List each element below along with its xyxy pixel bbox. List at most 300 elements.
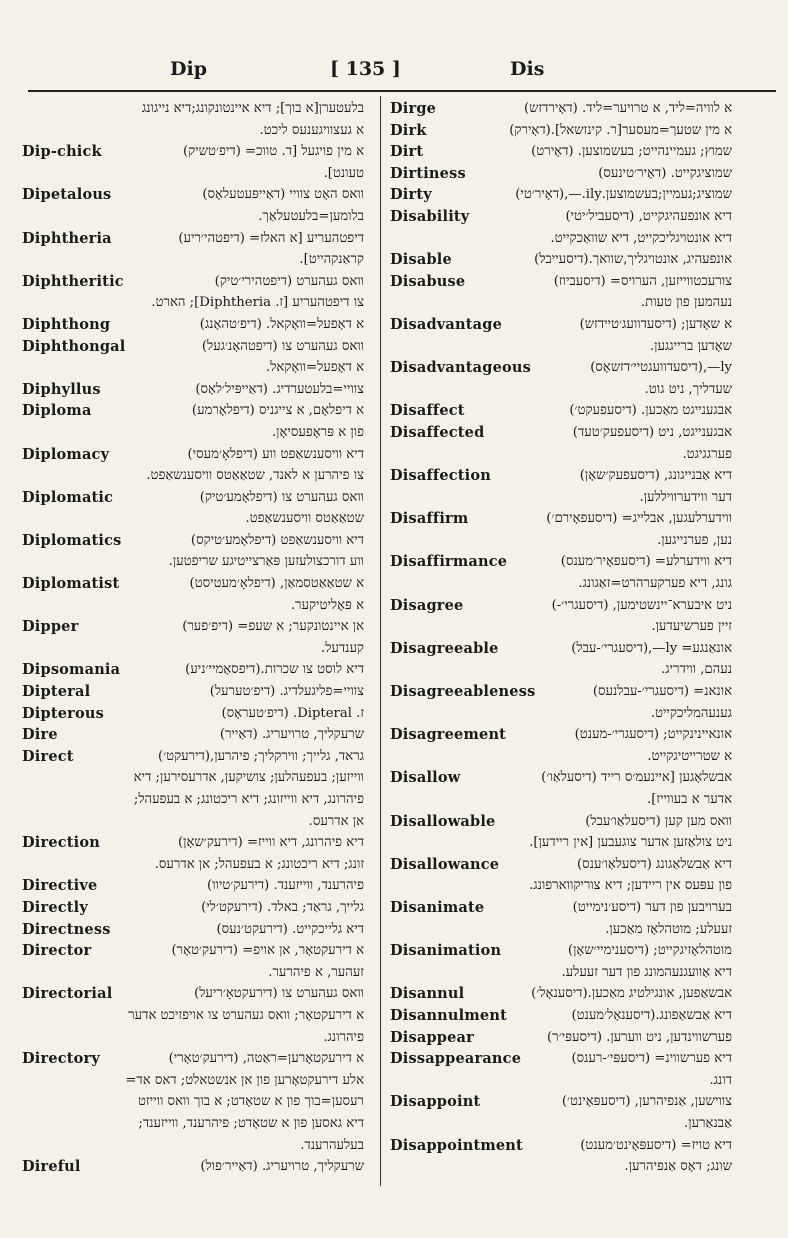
entry-line [390, 724, 732, 746]
entry-line [22, 1091, 364, 1113]
definition-text: וואס האָט צוויי (דאַייפּעטעלאָס) [202, 187, 364, 203]
entry-line [22, 1156, 364, 1178]
definition-text: אן איינטונקער; א שעפ= (דיפ׳פער) [182, 619, 364, 635]
definition-text: שמוציג;געמיין;בעשמוצען.ily.—,(דאָיר׳טי) [515, 187, 732, 203]
headword: Directory [22, 1050, 101, 1068]
dictionary-entry [22, 746, 364, 832]
definition-text: א פּאָליטיקער. [290, 597, 364, 613]
entry-line [22, 1135, 364, 1157]
headword: Disaffirmance [390, 553, 508, 571]
headword: Disappoint [390, 1093, 481, 1111]
dictionary-entry [390, 508, 732, 551]
headword: Director [22, 942, 92, 960]
entry-line [22, 595, 364, 617]
entry-line [390, 1070, 732, 1092]
dictionary-entry [390, 249, 732, 271]
dictionary-entry [390, 1135, 732, 1178]
definition-text: שרעקליך, טרויעריג. (דאַייר) [219, 727, 364, 743]
headword: Dirt [390, 143, 424, 161]
headword: Dipteral [22, 683, 91, 701]
dictionary-entry [390, 98, 732, 120]
dictionary-entry [22, 336, 364, 379]
definition-text: א שטרייטיגקייט. [647, 748, 732, 764]
entry-line [22, 141, 364, 163]
entry-line [390, 141, 732, 163]
definition-text: שרעקליך, טרויעריג. (דאַייר׳פול) [200, 1159, 364, 1175]
headword: Disagreeableness [390, 683, 536, 701]
headword: Direct [22, 747, 74, 765]
entry-line [22, 508, 364, 530]
entry-line [390, 292, 732, 314]
entry-line [390, 314, 732, 336]
definition-text: גראד, גלייך; ווירקליך; פיהרען,(דירעקט׳) [157, 748, 364, 764]
entry-line [390, 379, 732, 401]
entry-line [22, 638, 364, 660]
dictionary-entry [22, 983, 364, 1048]
definition-text: בערויבען פון דער (דיסע׳נימייט) [572, 899, 732, 915]
entry-line [390, 444, 732, 466]
entry-line [390, 1005, 732, 1027]
dictionary-entry [22, 379, 364, 401]
definition-text: צו פיהרען א לאנד, שטאַאַטס וויסענשאַפט. [146, 468, 364, 484]
headword: Diphtheria [22, 229, 112, 247]
definition-text: קראַנקהייט]. [299, 252, 364, 268]
dictionary-entry [22, 724, 364, 746]
entry-line [22, 487, 364, 509]
definition-text: זעעלע; מוטהלאָז מאַכען. [605, 921, 732, 937]
definition-text: צוויי=בלעטערדיג. (דאַייפּיל׳לאָס) [195, 381, 364, 397]
entry-line [22, 249, 364, 271]
definition-text: אן אדרעס. [308, 813, 364, 829]
definition-text: א שטאַאַטסמאַן, (דיפלאָ׳מעטיסט) [189, 576, 364, 592]
definition-text: פערגגיגט. [682, 446, 732, 462]
definition-text: ווייזען; בעפעהלען; צושיקען, אדרעסירען; דיא [133, 770, 364, 786]
dictionary-entry [22, 487, 364, 530]
dictionary-entry [390, 940, 732, 983]
definition-text: דיא פערשווינ= (דיסעפּי׳-רענס) [571, 1051, 732, 1067]
headword: Disaffected [390, 423, 485, 441]
entry-line [390, 832, 732, 854]
dictionary-entry [390, 1048, 732, 1091]
definition-text: אבגענייגט, ניט (דיסעפעק׳טעד) [572, 424, 732, 440]
definition-text: וואס געהערט צו (דירעקטאָ׳ריעל) [194, 986, 364, 1002]
definition-text: קענדעל. [321, 640, 364, 656]
dictionary-entry [22, 1156, 364, 1178]
dictionary-entry [390, 400, 732, 422]
definition-text: אבשאַפען, אונגילטיג מאַכען.(דיסענאָל׳) [531, 986, 732, 1002]
definition-text: אבשלאָגען [איינעמ׳ס רייד (דיסעלאַו׳) [541, 770, 732, 786]
definition-text: זיין פערשיעדען. [651, 619, 732, 635]
entry-line [22, 228, 364, 250]
dictionary-entry [22, 141, 364, 184]
dictionary-entry [390, 206, 732, 249]
headword: Direction [22, 834, 100, 852]
dictionary-entry [390, 1005, 732, 1027]
entry-line [390, 703, 732, 725]
entry-line [390, 206, 732, 228]
dictionary-entry [22, 659, 364, 681]
headword: Disannul [390, 985, 465, 1003]
dictionary-entry [390, 141, 732, 163]
page-number: [ 135 ] [330, 58, 401, 80]
entry-line [390, 508, 732, 530]
entry-line [22, 357, 364, 379]
definition-text: אלע דירעקטאָרען פון אן אנשטאלט; דאס אד= [125, 1072, 364, 1088]
entry-line [390, 681, 732, 703]
definition-text: צו דיפטהעריע [ז. Diphtheria]; הארט. [151, 295, 364, 311]
headword: Directly [22, 898, 89, 916]
entry-line [390, 962, 732, 984]
headword: Direful [22, 1158, 81, 1176]
dictionary-entry [22, 940, 364, 983]
header-guide-word-left: Dip [170, 58, 207, 80]
headword: Disagreement [390, 726, 507, 744]
definition-text: דיא לוסט צו שכרות.(דיפסאָמיי׳ניע) [185, 662, 364, 678]
headword: Diploma [22, 402, 92, 420]
column-divider [380, 96, 381, 1186]
entry-line [390, 573, 732, 595]
entry-line [390, 854, 732, 876]
headword: Disable [390, 251, 452, 269]
entry-line [22, 336, 364, 358]
entry-line [390, 271, 732, 293]
dictionary-entry [390, 1027, 732, 1049]
entry-line [390, 357, 732, 379]
headword: Dipterous [22, 704, 104, 722]
entry-line [22, 1027, 364, 1049]
right-column [390, 98, 732, 1178]
definition-text: דיפטהעריע [א האלז= (דיפטהי׳ריע) [178, 230, 364, 246]
definition-text: דיא פיהרונג, דיא ווייז= (דירעק׳שאָן) [178, 835, 364, 851]
definition-text: א דאָפעל=וואָקאל. [266, 360, 364, 376]
headword: Dirk [390, 121, 427, 139]
entry-line [22, 832, 364, 854]
entry-line [390, 919, 732, 941]
headword: Disadvantage [390, 315, 502, 333]
header-guide-word-right: Dis [510, 58, 545, 80]
definition-text: דיא אַוועגנעהמונג פון דער זעעלע. [561, 964, 732, 980]
definition-text: דיא אונטויגליכקייט, דיא שוואַכקייט. [550, 230, 732, 246]
definition-text: נעהם, ווידריג. [661, 662, 732, 678]
definition-text: וואס געהערט צו (דיפטהאָנ׳געל) [201, 338, 364, 354]
definition-text: פיהרונג, דיא ווייזונג; דיא ריכטונג; א בעפעהל; [133, 792, 364, 807]
headword: Disaffirm [390, 510, 469, 528]
entry-line [390, 940, 732, 962]
entry-line [22, 919, 364, 941]
headword: Disagree [390, 596, 464, 614]
definition-text: שונג; דאָס אַנפיהרען. [624, 1159, 732, 1175]
definition-text: צוויי=פליגעלדיג. (דיפ׳טערעל) [209, 684, 364, 700]
definition-text: נעהמען פון טעות. [640, 295, 732, 311]
dictionary-entry [22, 184, 364, 227]
headword: Disaffection [390, 467, 491, 485]
entry-line [22, 746, 364, 768]
entry-line [22, 444, 364, 466]
definition-text: דיא אונפעהיגקייט, (דיסעביל׳יטי) [565, 208, 732, 224]
entry-line [390, 616, 732, 638]
entry-line [22, 703, 364, 725]
definition-text: ווע דורכצולעזען פּאַרצייטיגע שריפטען. [168, 554, 364, 570]
dictionary-entry [390, 1091, 732, 1134]
definition-text: ז. Dipteral. (דיפ׳טעראָס) [221, 705, 364, 721]
definition-text: גענעהמליכקייט. [650, 705, 732, 721]
headword: Diphthongal [22, 337, 126, 355]
entry-line [22, 292, 364, 314]
definition-text: אונפעהיג, אונטויגליך,שוואך.(דיסעייבל) [534, 252, 732, 268]
headword: Disanimation [390, 942, 502, 960]
entry-line [22, 983, 364, 1005]
entry-line [22, 659, 364, 681]
entry-line [22, 616, 364, 638]
headword: Disadvantageous [390, 359, 531, 377]
entry-line [390, 1048, 732, 1070]
headword: Directness [22, 920, 111, 938]
headword: Dirtiness [390, 164, 466, 182]
definition-text: וואס געהערט (דיפטהירי׳טיק) [214, 273, 364, 289]
dictionary-entry [390, 163, 732, 185]
definition-text: ניט צולאַזען אדער צוגעבען [אין ריידען]. [529, 835, 732, 851]
dictionary-entry [22, 444, 364, 487]
headword: Diphyllus [22, 380, 101, 398]
dictionary-entry [390, 854, 732, 897]
definition-text: צווישען, אַנפיהרען, (דיסעפּאָינט׳) [561, 1094, 732, 1110]
definition-text: שמוץ; געמיינהייט; בעשמוצען. (דאָירט) [531, 144, 732, 160]
entry-line [390, 983, 732, 1005]
definition-text: ניט איבערא־יינשטימען, (דיסעגרי׳-) [551, 597, 732, 613]
headword: Dipper [22, 618, 79, 636]
entry-line [390, 1113, 732, 1135]
definition-text: א שאָדען; (דיסעדוועג׳טיידזש) [579, 316, 732, 332]
headword: Dip-chick [22, 143, 102, 161]
entry-line [390, 551, 732, 573]
entry-line [22, 314, 364, 336]
definition-text: שטאַאַטס וויסענשאַפט. [245, 511, 364, 527]
dictionary-entry [22, 897, 364, 919]
entry-line [22, 573, 364, 595]
definition-text: אונאַנגע= ly—,(דיסעגרי׳-עבל) [571, 640, 732, 656]
headword: Dissappearance [390, 1050, 522, 1068]
headword: Diplomatic [22, 488, 114, 506]
entry-line [390, 98, 732, 120]
headword: Disappear [390, 1028, 474, 1046]
dictionary-entry [22, 832, 364, 875]
definition-text: גלייך, גראַד; באלד. (דירעקט׳לי) [201, 899, 364, 915]
definition-text: צורעכטווייזען, הערויס= (דיסעביוז) [553, 273, 732, 289]
entry-line [22, 1048, 364, 1070]
entry-line [390, 530, 732, 552]
entry-line [390, 336, 732, 358]
entry-line [390, 1091, 732, 1113]
headword: Dipetalous [22, 186, 112, 204]
entry-line [22, 767, 364, 789]
definition-text: א לוויה=ליד, א טרויער=ליד. (דאָירדזש) [523, 101, 732, 116]
headword: Dipsomania [22, 661, 121, 679]
headword: Diplomacy [22, 445, 110, 463]
definition-text: פערשווינדען, ניט ווערען. (דיסעפּי׳ר) [547, 1029, 732, 1045]
dictionary-entry [390, 638, 732, 681]
entry-line [22, 465, 364, 487]
entry-line [390, 249, 732, 271]
dictionary-entry [22, 875, 364, 897]
headword: Disagreeable [390, 639, 499, 657]
entry-line [390, 595, 732, 617]
entry-line [22, 184, 364, 206]
entry-line [390, 1135, 732, 1157]
entry-line [22, 120, 364, 142]
dictionary-entry [22, 530, 364, 573]
entry-line [22, 206, 364, 228]
definition-text: א דיפלאָם, א צייגניס (דיפלאָרמע) [191, 403, 364, 419]
definition-text: אונאיינינקייט; (דיסעגרי׳-מענט) [574, 727, 732, 743]
entry-line [390, 897, 732, 919]
entry-line [390, 811, 732, 833]
dictionary-entry [22, 616, 364, 659]
entry-line [22, 811, 364, 833]
definition-text: דיא אַבשאַפונג.(דיסענאָל׳מענט) [571, 1007, 732, 1023]
entry-line [22, 897, 364, 919]
definition-text: בלעטערן[א בוך]; דיא איינטונקונג;דיא נייגונג [141, 101, 364, 116]
dictionary-entry [22, 681, 364, 703]
definition-text: פיהרונג. [323, 1029, 364, 1045]
entry-line [390, 163, 732, 185]
headword: Diphtheritic [22, 272, 124, 290]
definition-text: א מין פויגעל [ד. טווכ= (דיפ׳טשיק) [183, 144, 364, 160]
dictionary-entry [390, 811, 732, 854]
definition-text: א דירעקטאָר, אן אויפ= (דירעק׳טאָר) [171, 943, 364, 959]
definition-text: א מין שטעך=מעסער[ר. קינזשאל].(דאָירק) [509, 122, 732, 138]
entry-line [390, 228, 732, 250]
headword: Dirty [390, 186, 432, 204]
headword: Dire [22, 726, 58, 744]
entry-line [390, 120, 732, 142]
dictionary-entry [390, 357, 732, 400]
dictionary-entry [390, 767, 732, 810]
entry-line [390, 422, 732, 444]
headword: Directorial [22, 985, 113, 1003]
dictionary-entry [22, 314, 364, 336]
headword: Diphthong [22, 315, 111, 333]
entry-line [22, 854, 364, 876]
definition-text: וואס געהערט צו (דיפלאָמע׳טיק) [199, 489, 364, 505]
entry-line [390, 659, 732, 681]
headword: Diplomatics [22, 531, 122, 549]
definition-text: מוטהלאָזיגקייט; (דיסענימיי׳שאָן) [567, 943, 732, 959]
headword: Disanimate [390, 898, 485, 916]
entry-line [22, 163, 364, 185]
definition-text: דער ווידערוויללען. [639, 489, 732, 505]
dictionary-entry [22, 573, 364, 616]
definition-text: אבגענייגט מאַכען. (דיסעפעקט׳) [569, 403, 732, 419]
entry-line [390, 1156, 732, 1178]
entry-line [22, 1005, 364, 1027]
dictionary-entry [390, 184, 732, 206]
definition-text: ווידערלעגען, אבלייג= (דיסעפאָירם׳) [546, 511, 732, 527]
definition-text: דיא טויז= (דיסעפּאָינט׳מענט) [580, 1137, 732, 1153]
entry-line [22, 962, 364, 984]
definition-text: בעלעהרענד. [300, 1137, 364, 1153]
definition-text: א געצוויגענעס ליכט. [259, 122, 364, 138]
entry-line [22, 789, 364, 811]
entry-line [22, 551, 364, 573]
headword: Disallow [390, 769, 461, 787]
definition-text: דיא ווידערלע= (דיסעפאָיר׳מענס) [560, 554, 732, 570]
entry-line [390, 465, 732, 487]
definition-text: דיא וויסענשאַפט ווע (דיפלאָ׳מעסי) [187, 446, 364, 462]
definition-text: אונאנ= (דיסעגרי׳-עבלנעס) [592, 684, 732, 700]
entry-line [22, 940, 364, 962]
left-column [22, 98, 364, 1178]
entry-line [22, 422, 364, 444]
definition-text: א דירעקטאָרען=ראַטה, (דירעק׳טאָרי) [168, 1051, 364, 1067]
definition-text: שעדליך, ניט גוט. [644, 381, 732, 397]
dictionary-entry [390, 465, 732, 508]
dictionary-entry [22, 228, 364, 271]
entry-line [22, 681, 364, 703]
definition-text: א דירעקטאָר; וואס געהערט צו אויפזיכט אדער [128, 1007, 364, 1023]
entry-line [390, 1027, 732, 1049]
dictionary-entry [22, 1048, 364, 1156]
headword: Disaffect [390, 402, 465, 420]
dictionary-entry [390, 724, 732, 767]
definition-text: פיהרענד, ווייזענד. (דירעק׳טיוו) [206, 878, 364, 894]
definition-text: אדער א בעווייז]. [647, 792, 732, 807]
dictionary-entry [22, 98, 364, 141]
headword: Disannulment [390, 1006, 507, 1024]
definition-text: דונג. [709, 1072, 732, 1088]
entry-line [390, 184, 732, 206]
entry-line [22, 1070, 364, 1092]
dictionary-entry [390, 271, 732, 314]
entry-line [390, 875, 732, 897]
entry-line [22, 98, 364, 120]
dictionary-entry [390, 120, 732, 142]
definition-text: שאָדען ברייגגען. [649, 338, 732, 354]
dictionary-entry [22, 919, 364, 941]
entry-line [390, 746, 732, 768]
headword: Disability [390, 207, 470, 225]
entry-line [22, 875, 364, 897]
entry-line [22, 379, 364, 401]
headword: Disappointment [390, 1136, 523, 1154]
definition-text: דיא גלייכקייט. (דירעקט׳נעס) [216, 921, 364, 937]
definition-text: פון עפּעס אין ריידען; דיא צוריקווארפונג. [529, 878, 732, 894]
definition-text: טעונט]. [323, 165, 364, 181]
definition-text: רעסען=בוך פון א שטאָדט; א בוך וואס ווייזט [138, 1094, 364, 1110]
dictionary-entry [22, 400, 364, 443]
definition-text: בלומען=בלעטעלאַך. [258, 208, 364, 224]
headword: Dirge [390, 100, 437, 117]
entry-line [390, 400, 732, 422]
headword: Disallowance [390, 855, 500, 873]
header-rule [28, 90, 776, 92]
entry-line [390, 789, 732, 811]
dictionary-entry [390, 314, 732, 357]
headword: Disallowable [390, 812, 496, 830]
entry-line [390, 638, 732, 660]
dictionary-entry [390, 595, 732, 638]
entry-line [22, 530, 364, 552]
definition-text: א דאָפעל=וואָקאל. (דיפ׳טהאָנג) [199, 316, 364, 332]
definition-text: שמוציגקייט. (דאָיר׳טינעס) [598, 165, 732, 181]
dictionary-entry [390, 551, 732, 594]
dictionary-entry [22, 271, 364, 314]
definition-text: נען, פערנייגען. [657, 532, 732, 548]
definition-text: דיא וויסענשאַפט (דיפלאָמע׳טיקס) [190, 532, 364, 548]
entry-line [22, 400, 364, 422]
definition-text: דיא אַבשלאַגונג (דיסעלאַו׳ענס) [577, 856, 732, 872]
entry-line [22, 724, 364, 746]
dictionary-entry [390, 897, 732, 940]
